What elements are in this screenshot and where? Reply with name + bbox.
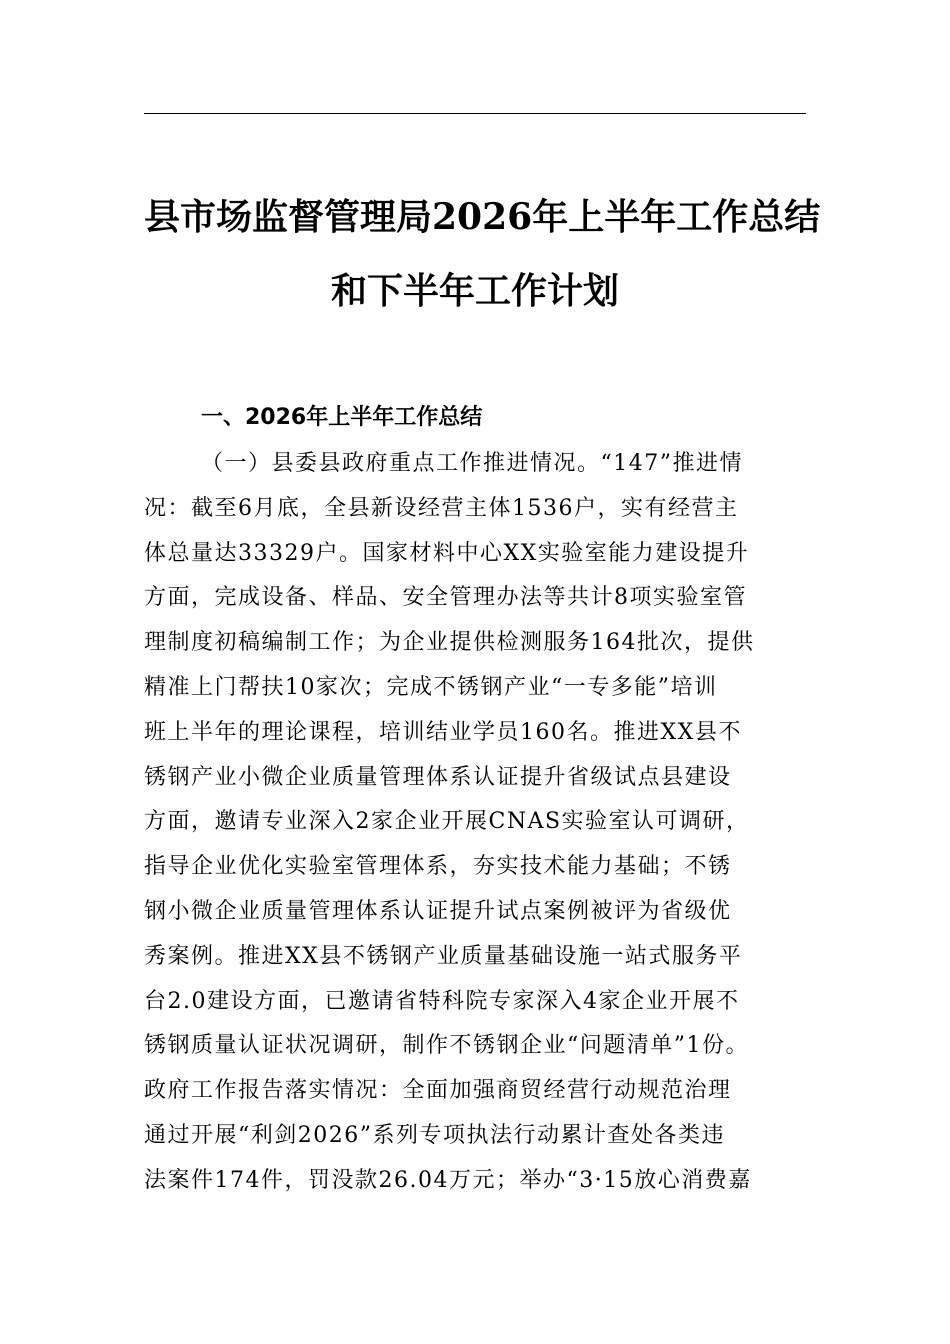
body-line: 秀案例。推进XX县不锈钢产业质量基础设施一站式服务平 <box>144 943 743 969</box>
body-line: 通过开展“利剑2026”系列专项执法行动累计查处各类违 <box>144 1122 725 1148</box>
body-line: 况：截至6月底，全县新设经营主体1536户，实有经营主 <box>144 495 739 521</box>
body-line: 班上半年的理论课程，培训结业学员160名。推进XX县不 <box>144 719 742 745</box>
body-line: 方面，邀请专业深入2家企业开展CNAS实验室认可调研， <box>144 809 750 835</box>
body-line: 法案件174件，罚没款26.04万元；举办“3·15放心消费嘉 <box>144 1167 752 1193</box>
body-line: 台2.0建设方面，已邀请省特科院专家深入4家企业开展不 <box>144 988 740 1014</box>
body-line: 锈钢质量认证状况调研，制作不锈钢企业“问题清单”1份。 <box>144 1033 749 1059</box>
body-paragraph <box>144 446 824 1208</box>
section-heading-1: 一、2026年上半年工作总结 <box>201 405 483 430</box>
header-rule <box>144 113 806 114</box>
body-line: 方面，完成设备、样品、安全管理办法等共计8项实验室管 <box>144 585 747 611</box>
body-line: 锈钢产业小微企业质量管理体系认证提升省级试点县建设 <box>144 764 732 790</box>
document-title-line-2: 和下半年工作计划 <box>330 270 619 312</box>
body-line: 精准上门帮扶10家次；完成不锈钢产业“一专多能”培训 <box>144 674 718 700</box>
document-title-line-1: 县市场监督管理局2026年上半年工作总结 <box>144 196 821 238</box>
body-line: 指导企业优化实验室管理体系，夯实技术能力基础；不锈 <box>144 854 732 880</box>
body-line: （一）县委县政府重点工作推进情况。“147”推进情 <box>201 451 743 476</box>
body-line: 理制度初稿编制工作；为企业提供检测服务164批次，提供 <box>144 630 755 656</box>
body-line: 钢小微企业质量管理体系认证提升试点案例被评为省级优 <box>144 898 732 924</box>
body-line: 体总量达33329户。国家材料中心XX实验室能力建设提升 <box>144 540 750 566</box>
body-line: 政府工作报告落实情况：全面加强商贸经营行动规范治理 <box>144 1078 732 1104</box>
